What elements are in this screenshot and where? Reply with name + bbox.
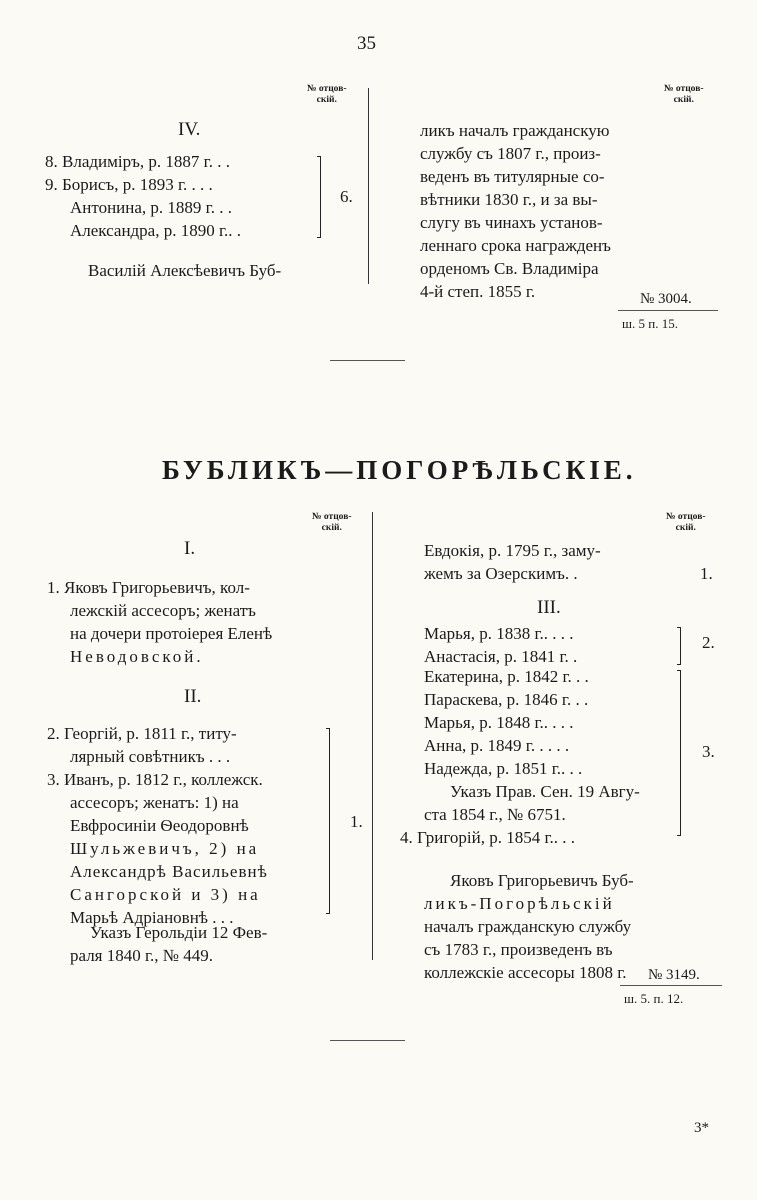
column-header-right-top: № отцов- скій. (664, 84, 704, 105)
entry-antonina: Антонина, р. 1889 г. . . (70, 198, 232, 217)
column-divider-top (368, 88, 369, 284)
item2-line: Евфросиніи Ѳеодоровнѣ (70, 816, 249, 835)
brace-iv (315, 156, 321, 238)
ref-iii-b: 3. (702, 742, 715, 761)
case-number-bottom: № 3149. (648, 967, 700, 983)
left-tail-text: Василій Алексѣевичъ Буб- (88, 261, 282, 280)
item2-line: ассесоръ; женатъ: 1) на (70, 793, 239, 812)
column-header-left-bottom: № отцов- скій. (312, 512, 352, 533)
right-text-line: леннаго срока награжденъ (420, 236, 611, 255)
ref-ii: 1. (350, 812, 363, 831)
column-divider-bottom (372, 512, 373, 960)
column-header-left-top: № отцов- скій. (307, 84, 347, 105)
signature-mark: 3* (694, 1120, 709, 1136)
group-a-line: Марья, р. 1838 г.. . . . (424, 624, 574, 643)
ukaz-line: раля 1840 г., № 449. (70, 946, 214, 965)
roman-ii: II. (184, 686, 202, 707)
group-b-line: ста 1854 г., № 6751. (424, 805, 566, 824)
para-line: ликъ-Погорѣльскій (424, 894, 615, 913)
archive-ref-bottom: ш. 5. п. 12. (624, 991, 684, 1006)
item1-line: лежскій ассесоръ; женатъ (70, 601, 256, 620)
column-header-right-bottom: № отцов- скій. (666, 512, 706, 533)
right-text-line: 4-й степ. 1855 г. (420, 282, 536, 301)
item1-line: 1. Яковъ Григорьевичъ, кол- (47, 578, 250, 597)
item2-line: Шульжевичъ, 2) на (70, 839, 260, 858)
brace-ii (324, 728, 330, 914)
para-line: коллежскіе ассесоры 1808 г. (424, 963, 627, 982)
item2-line: 2. Георгій, р. 1811 г., титу- (47, 724, 237, 743)
group-b-line: Указъ Прав. Сен. 19 Авгу- (450, 782, 640, 801)
section-separator-bottom (330, 1040, 405, 1041)
group-b-line: Марья, р. 1848 г.. . . . (424, 713, 574, 732)
brace-iii-a (675, 627, 681, 665)
item2-line: 3. Иванъ, р. 1812 г., коллежск. (47, 770, 263, 789)
evdokia-line: жемъ за Озерскимъ. . (424, 564, 578, 583)
right-text-line: вѣтники 1830 г., и за вы- (420, 190, 598, 209)
roman-iv: IV. (178, 119, 201, 140)
entry-boris: 9. Борисъ, р. 1893 г. . . . (45, 175, 213, 194)
ukaz-line: Указъ Герольдіи 12 Фев- (90, 923, 268, 942)
item1-line: Неводовской. (70, 647, 204, 666)
group-b-line: Екатерина, р. 1842 г. . . (424, 667, 589, 686)
ref-iv: 6. (340, 187, 353, 206)
case-number-top: № 3004. (640, 291, 692, 307)
group-b-line: Анна, р. 1849 г. . . . . (424, 736, 570, 755)
para-line: началъ гражданскую службу (424, 917, 632, 936)
group-b-line: Надежда, р. 1851 г.. . . (424, 759, 583, 778)
right-text-line: ликъ началъ гражданскую (420, 121, 610, 140)
para-line: съ 1783 г., произведенъ въ (424, 940, 613, 959)
brace-iii-b (675, 670, 681, 836)
item1-line: на дочери протоіерея Еленѣ (70, 624, 273, 643)
archive-ref-top: ш. 5 п. 15. (622, 316, 678, 331)
case-number-underline-top (618, 310, 718, 311)
group-b-line: Параскева, р. 1846 г. . . (424, 690, 589, 709)
roman-iii: III. (537, 597, 561, 618)
roman-i: I. (184, 538, 196, 559)
item2-line: лярный совѣтникъ . . . (70, 747, 231, 766)
item2-line: Марьѣ Адріановнѣ . . . (70, 908, 234, 927)
group-a-line: Анастасія, р. 1841 г. . (424, 647, 578, 666)
item2-line: Сангорской и 3) на (70, 885, 261, 904)
evdokia-line: Евдокія, р. 1795 г., заму- (424, 541, 601, 560)
case-number-underline-bottom (620, 985, 722, 986)
para-line: Яковъ Григорьевичъ Буб- (450, 871, 634, 890)
ref-iii-a: 2. (702, 633, 715, 652)
item2-line: Александрѣ Васильевнѣ (70, 862, 268, 881)
ref-evdokia: 1. (700, 564, 713, 583)
group-b-line: 4. Григорій, р. 1854 г.. . . (400, 828, 576, 847)
page-number: 35 (357, 33, 376, 54)
right-text-line: службу съ 1807 г., произ- (420, 144, 601, 163)
entry-vladimir: 8. Владиміръ, р. 1887 г. . . (45, 152, 230, 171)
entry-aleksandra: Александра, р. 1890 г.. . (70, 221, 242, 240)
right-text-line: веденъ въ титулярные со- (420, 167, 605, 186)
section-separator-top (330, 360, 405, 361)
right-text-line: слугу въ чинахъ установ- (420, 213, 603, 232)
family-heading: БУБЛИКЪ—ПОГОРѢЛЬСКІЕ. (162, 455, 637, 485)
right-text-line: орденомъ Св. Владиміра (420, 259, 599, 278)
